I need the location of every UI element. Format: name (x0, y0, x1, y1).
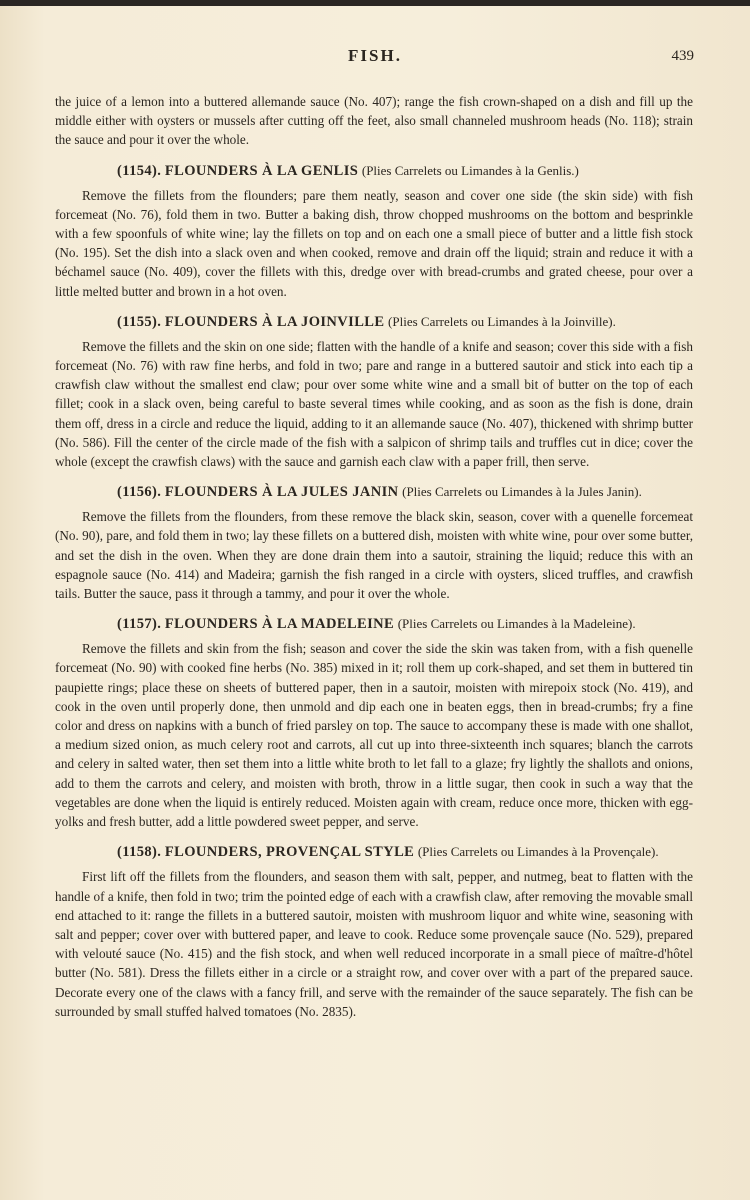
recipe-text: First lift off the fillets from the flounders, and season them with salt, pepper, and nutmeg, beat to flatten with the handle of a knife, then fold in two; trim the pointed edge of each with a crawfish claw, after removing the movable small end attached to it: range the fillets in a buttered sautoir, moisten with mushroom liquor and white wine, seasoning with salt and pepper; cover over with buttered paper, and leave to cook. Reduce some provençale sauce (No. 529), prepared with velouté sauce (No. 415) and the fish stock, and when well reduced incorporate in a small piece of maître-d'hôtel butter (No. 581). Dress the fillets either in a circle or a straight row, and cover over with a part of the prepared sauce. Decorate every one of the claws with a fancy frill, and serve with the remainder of the sauce separately. The fish can be surrounded by small stuffed halved tomatoes (No. 2835). (55, 869, 693, 1019)
recipe-text: Remove the fillets and skin from the fish; season and cover the side the skin was taken from, with a fish quenelle forcemeat (No. 90) with cooked fine herbs (No. 385) mixed in it; roll them up cork-shaped, and set them in buttered tin paupiette rings; place these on sheets of buttered paper, then in a sautoir, moisten with mirepoix stock (No. 419), and cook in the oven until properly done, then unmold and dip each one in beaten eggs, then in bread-crumbs; fry a fine color and dress on napkins with a bunch of fried parsley on top. The sauce to accompany these is made with one shallot, a medium sized onion, as much celery root and carrots, all cut up into three-sixteenth inch squares; blanch the carrots and celery in salted water, then set them into a little white broth to let fall to a glaze; fry lightly the shallots and onions, add to them the carrots and celery, and moisten with broth, throw in a little sugar, then cook in such a way that the vegetables are done when the liquid is entirely reduced. Moisten again with cream, reduce once more, thicken with egg-yolks and fresh butter, add a little powdered sweet pepper, and serve. (55, 641, 693, 830)
recipe-number: (1154). (117, 162, 162, 179)
page-header (0, 44, 750, 74)
recipe-french-title: (Plies Carrelets ou Limandes à la Madeleine). (397, 616, 636, 632)
recipe-number: (1156). (117, 484, 162, 501)
running-title: FISH. (348, 46, 402, 65)
recipe-title: FLOUNDERS À LA GENLIS (164, 162, 359, 179)
recipe-french-title: (Plies Carrelets ou Limandes à la Jules Janin). (402, 484, 642, 500)
recipe-french-title: (Plies Carrelets ou Limandes à la Joinville). (388, 313, 616, 329)
recipe-heading (55, 614, 693, 634)
recipe-number: (1158). (117, 844, 162, 861)
recipe-1156 (55, 482, 693, 603)
intro-paragraph: the juice of a lemon into a buttered allemande sauce (No. 407); range the fish crown-shaped on a dish and fill up the middle either with oysters or mussels after cutting off the feet, also small channeled mushroom heads (No. 118); strain the sauce and pour it over the whole. (55, 94, 693, 148)
recipe-title: FLOUNDERS À LA MADELEINE (164, 616, 395, 633)
recipe-1154 (55, 161, 693, 301)
recipe-1158 (55, 842, 693, 1021)
recipe-french-title: (Plies Carrelets ou Limandes à la Provençale). (417, 844, 659, 860)
recipe-text: Remove the fillets from the flounders; pare them neatly, season and cover one side (the skin side) with fish forcemeat (No. 76), fold them in two. Butter a baking dish, throw chopped mushrooms on the bottom and besprinkle with a few spoonfuls of white wine; lay the fillets on top and on each one a small piece of butter and a little fish stock (No. 195). Set the dish into a slack oven and when cooked, remove and drain off the liquid; strain and reduce it with a béchamel sauce (No. 409), cover the fillets with this, dredge over with bread-crumbs and grated cheese, pour over a little melted butter and brown in a hot oven. (55, 187, 693, 299)
recipe-text: Remove the fillets and the skin on one side; flatten with the handle of a knife and season; cover this side with a fish forcemeat (No. 76) with raw fine herbs, and fold in two; pare and range in a buttered sautoir and stick into each tip a crawfish claw without the smallest end claw; pour over some white wine and a small bit of butter on the top of each fillet; cook in a slack oven, being careful to baste several times while cooking, and as soon as the fish is done, drain them off, dress in a circle and reduce the liquid, adding to it an allemande sauce (No. 407), thickened with shrimp butter (No. 586). Fill the center of the circle made of the fish with a salpicon of shrimp tails and truffles cut in dice; cover the whole (except the crawfish claws) with the sauce and garnish each claw with a paper frill, then serve. (55, 338, 693, 470)
page-number: 439 (671, 48, 694, 64)
recipe-number: (1155). (117, 313, 162, 330)
recipe-heading (55, 842, 693, 862)
recipe-title: FLOUNDERS, PROVENÇAL STYLE (164, 844, 415, 861)
recipe-heading (55, 161, 693, 181)
recipe-1157 (55, 614, 693, 831)
recipe-heading (55, 312, 693, 332)
recipe-1155 (55, 312, 693, 471)
scan-top-edge (0, 0, 750, 6)
recipe-title: FLOUNDERS À LA JULES JANIN (164, 484, 399, 501)
recipe-french-title: (Plies Carrelets ou Limandes à la Genlis.) (361, 162, 579, 178)
recipe-title: FLOUNDERS À LA JOINVILLE (164, 313, 385, 330)
recipe-number: (1157). (117, 616, 162, 633)
recipe-heading (55, 482, 693, 502)
page-body (55, 92, 693, 1021)
recipe-text: Remove the fillets from the flounders, from these remove the black skin, season, cover with a quenelle forcemeat (No. 90), pare, and fold them in two; lay these fillets on a buttered dish, moisten with white wine, pour over some butter, and set the dish in the oven. When they are done drain them into a sautoir, straining the liquid; reduce this with an espagnole sauce (No. 414) and Madeira; garnish the fish ranged in a circle with oysters, sliced truffles, and crawfish tails. Butter the sauce, pass it through a tammy, and pour it over the whole. (55, 509, 693, 602)
